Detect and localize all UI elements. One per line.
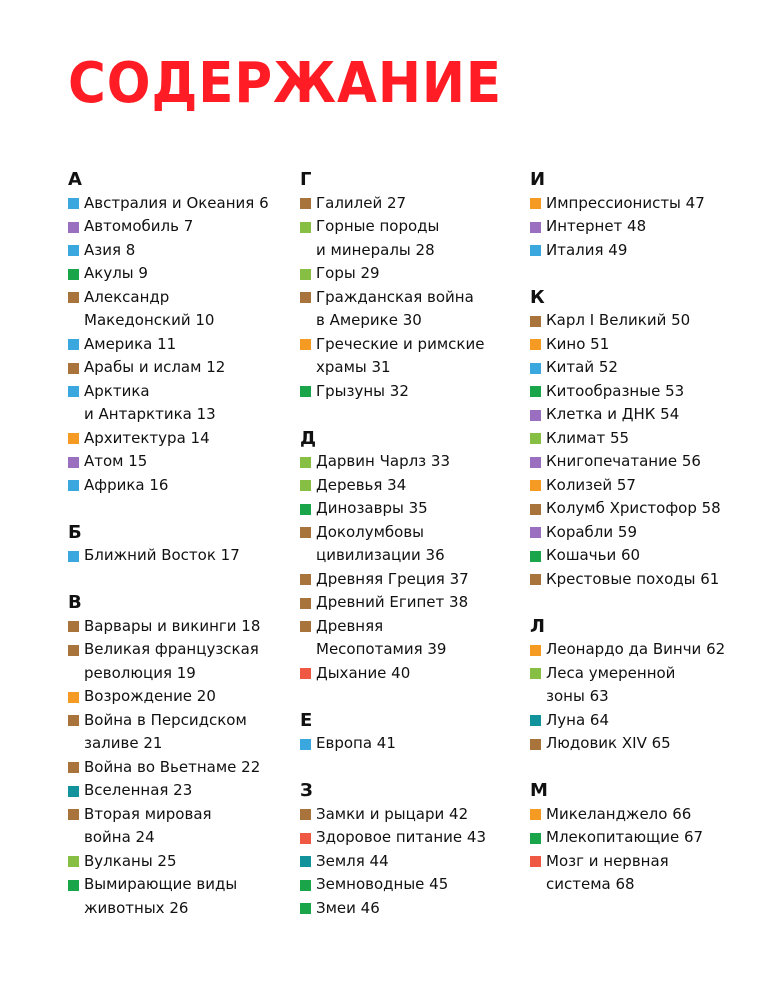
toc-entry[interactable]	[530, 850, 760, 897]
color-marker-icon	[68, 222, 79, 233]
color-marker-icon	[300, 222, 311, 233]
toc-entry[interactable]	[68, 333, 298, 357]
toc-entry-text: Динозавры 35	[316, 499, 428, 517]
color-marker-icon	[300, 621, 311, 632]
toc-entry[interactable]	[530, 732, 760, 756]
toc-entry[interactable]	[530, 215, 760, 239]
toc-entry-text: Война во Вьетнаме 22	[84, 757, 261, 776]
color-marker-icon	[530, 386, 541, 397]
color-marker-icon	[530, 316, 541, 327]
toc-section	[530, 168, 760, 262]
toc-entry-text: Дыхание 40	[316, 663, 411, 682]
color-marker-icon	[68, 339, 79, 350]
toc-entry[interactable]	[300, 380, 530, 404]
toc-entry[interactable]	[300, 450, 530, 474]
toc-entry-text: Горные породы и минералы 28	[316, 217, 440, 259]
toc-entry[interactable]	[68, 427, 298, 451]
toc-entry-text: Автомобиль 7	[84, 217, 194, 235]
toc-entry[interactable]	[68, 873, 298, 920]
toc-entry[interactable]	[68, 356, 298, 380]
toc-entry[interactable]	[530, 239, 760, 263]
toc-entry-text: Галилей 27	[316, 193, 407, 212]
color-marker-icon	[68, 715, 79, 726]
toc-section	[530, 286, 760, 592]
toc-entry[interactable]	[530, 450, 760, 474]
toc-entry[interactable]	[530, 709, 760, 733]
section-letter: З	[300, 780, 313, 801]
section-letter: В	[68, 592, 82, 613]
toc-entry[interactable]	[300, 215, 530, 262]
toc-entry[interactable]	[300, 568, 530, 592]
color-marker-icon	[68, 198, 79, 209]
toc-entry[interactable]	[300, 897, 530, 921]
toc-entry[interactable]	[530, 427, 760, 451]
toc-entry-text: Арктика и Антарктика 13	[84, 381, 216, 423]
toc-entry[interactable]	[68, 850, 298, 874]
color-marker-icon	[68, 245, 79, 256]
toc-entry-text: Людовик XIV 65	[546, 734, 671, 752]
toc-entry[interactable]	[300, 521, 530, 568]
toc-column-3	[530, 168, 760, 897]
toc-entry-text: Арабы и ислам 12	[84, 358, 226, 376]
toc-section	[300, 427, 530, 686]
toc-entry[interactable]	[68, 380, 298, 427]
toc-entry[interactable]	[68, 450, 298, 474]
toc-entry-text: Земноводные 45	[316, 875, 449, 893]
color-marker-icon	[530, 433, 541, 444]
color-marker-icon	[530, 645, 541, 656]
toc-entry-text: Книгопечатание 56	[546, 452, 701, 470]
toc-entry-text: Колизей 57	[546, 475, 636, 494]
toc-entry[interactable]	[530, 497, 760, 521]
color-marker-icon	[530, 245, 541, 256]
color-marker-icon	[68, 269, 79, 280]
toc-entry[interactable]	[68, 474, 298, 498]
toc-entry[interactable]	[300, 192, 530, 216]
toc-entry[interactable]	[300, 474, 530, 498]
color-marker-icon	[530, 833, 541, 844]
section-letter: М	[530, 780, 548, 801]
color-marker-icon	[300, 457, 311, 468]
toc-entry-text: Леса умеренной зоны 63	[546, 663, 676, 705]
toc-entry[interactable]	[530, 333, 760, 357]
toc-section	[300, 709, 530, 756]
toc-entry-text: Интернет 48	[546, 217, 647, 235]
section-letter: Д	[300, 427, 317, 449]
toc-entry-text: Вулканы 25	[84, 851, 177, 870]
toc-entry-text: Атом 15	[84, 452, 148, 470]
color-marker-icon	[530, 457, 541, 468]
toc-entry[interactable]	[530, 662, 760, 709]
color-marker-icon	[68, 856, 79, 867]
toc-entry-text: Вселенная 23	[84, 781, 193, 799]
toc-entry-text: Змеи 46	[316, 898, 380, 917]
color-marker-icon	[530, 739, 541, 750]
toc-entry-text: Колумб Христофор 58	[546, 499, 721, 517]
toc-column-1	[68, 168, 298, 920]
toc-entry[interactable]	[530, 474, 760, 498]
section-letter: И	[530, 169, 546, 190]
toc-entry[interactable]	[530, 403, 760, 427]
color-marker-icon	[300, 739, 311, 750]
color-marker-icon	[530, 410, 541, 421]
section-letter: Б	[68, 521, 82, 543]
toc-entry-text: Здоровое питание 43	[316, 828, 487, 846]
toc-entry[interactable]	[530, 568, 760, 592]
toc-entry-text: Китай 52	[546, 358, 618, 376]
toc-entry-text: Клетка и ДНК 54	[546, 405, 680, 423]
toc-entry-text: Кошачьи 60	[546, 546, 641, 564]
toc-entry[interactable]	[68, 779, 298, 803]
color-marker-icon	[68, 880, 79, 891]
toc-entry[interactable]	[68, 803, 298, 850]
color-marker-icon	[68, 551, 79, 562]
color-marker-icon	[68, 692, 79, 703]
toc-entry[interactable]	[530, 544, 760, 568]
toc-entry[interactable]	[300, 873, 530, 897]
color-marker-icon	[530, 668, 541, 679]
toc-entry-text: Великая французская революция 19	[84, 640, 259, 682]
color-marker-icon	[530, 574, 541, 585]
toc-entry[interactable]	[68, 192, 298, 216]
toc-entry[interactable]	[300, 850, 530, 874]
toc-entry[interactable]	[530, 380, 760, 404]
toc-entry[interactable]	[300, 826, 530, 850]
color-marker-icon	[300, 574, 311, 585]
toc-entry-text: Луна 64	[546, 710, 610, 729]
toc-entry-text: Древний Египет 38	[316, 593, 469, 611]
toc-entry[interactable]	[530, 192, 760, 216]
toc-entry[interactable]	[530, 826, 760, 850]
color-marker-icon	[68, 621, 79, 632]
toc-entry-text: Китообразные 53	[546, 381, 685, 400]
color-marker-icon	[68, 457, 79, 468]
toc-entry-text: Война в Персидском заливе 21	[84, 710, 247, 752]
toc-entry-text: Крестовые походы 61	[546, 569, 720, 588]
toc-section	[530, 779, 760, 897]
toc-entry-text: Млекопитающие 67	[546, 828, 704, 846]
toc-entry-text: Климат 55	[546, 428, 630, 447]
color-marker-icon	[300, 668, 311, 679]
toc-entry[interactable]	[300, 262, 530, 286]
color-marker-icon	[530, 504, 541, 515]
color-marker-icon	[68, 645, 79, 656]
toc-entry-text: Италия 49	[546, 240, 628, 259]
toc-entry-text: Акулы 9	[84, 264, 148, 282]
color-marker-icon	[300, 292, 311, 303]
section-letter: А	[68, 169, 82, 190]
toc-entry-text: Корабли 59	[546, 522, 637, 541]
toc-entry-text: Карл I Великий 50	[546, 311, 691, 329]
toc-entry[interactable]	[68, 239, 298, 263]
toc-entry-text: Возрождение 20	[84, 687, 216, 705]
toc-section	[530, 615, 760, 756]
color-marker-icon	[300, 880, 311, 891]
toc-entry-text: Вымирающие виды животных 26	[84, 875, 238, 917]
color-marker-icon	[68, 809, 79, 820]
toc-entry-text: Азия 8	[84, 240, 136, 259]
section-letter: К	[530, 286, 545, 308]
toc-entry-text: Кино 51	[546, 334, 610, 353]
toc-entry[interactable]	[68, 756, 298, 780]
toc-section	[68, 168, 298, 497]
toc-entry-text: Дарвин Чарлз 33	[316, 452, 451, 470]
page-title: СОДЕРЖАНИЕ	[68, 51, 503, 116]
toc-section	[68, 591, 298, 920]
toc-entry-text: Вторая мировая война 24	[84, 804, 212, 846]
color-marker-icon	[68, 386, 79, 397]
color-marker-icon	[530, 527, 541, 538]
color-marker-icon	[530, 198, 541, 209]
toc-entry-text: Древняя Месопотамия 39	[316, 616, 447, 658]
toc-entry[interactable]	[68, 262, 298, 286]
toc-entry[interactable]	[300, 662, 530, 686]
toc-entry-text: Деревья 34	[316, 475, 407, 494]
color-marker-icon	[300, 527, 311, 538]
toc-entry[interactable]	[68, 638, 298, 685]
color-marker-icon	[530, 551, 541, 562]
toc-entry-text: Австралия и Океания 6	[84, 193, 269, 212]
color-marker-icon	[300, 856, 311, 867]
section-letter: Е	[300, 709, 313, 731]
color-marker-icon	[530, 809, 541, 820]
color-marker-icon	[300, 339, 311, 350]
color-marker-icon	[68, 480, 79, 491]
toc-entry[interactable]	[300, 286, 530, 333]
color-marker-icon	[530, 715, 541, 726]
toc-entry-text: Леонардо да Винчи 62	[546, 640, 726, 658]
color-marker-icon	[68, 433, 79, 444]
color-marker-icon	[530, 222, 541, 233]
color-marker-icon	[300, 833, 311, 844]
toc-entry-text: Африка 16	[84, 475, 169, 494]
toc-entry[interactable]	[530, 638, 760, 662]
color-marker-icon	[300, 809, 311, 820]
toc-entry[interactable]	[68, 615, 298, 639]
toc-entry[interactable]	[68, 685, 298, 709]
toc-entry[interactable]	[68, 215, 298, 239]
color-marker-icon	[300, 504, 311, 515]
toc-entry[interactable]	[68, 709, 298, 756]
toc-entry-text: Земля 44	[316, 851, 389, 870]
color-marker-icon	[68, 762, 79, 773]
color-marker-icon	[300, 903, 311, 914]
toc-entry-text: Гражданская война в Америке 30	[316, 287, 474, 329]
toc-entry[interactable]	[68, 286, 298, 333]
toc-entry-text: Америка 11	[84, 334, 177, 353]
toc-entry[interactable]	[300, 803, 530, 827]
toc-section	[68, 521, 298, 568]
color-marker-icon	[530, 339, 541, 350]
toc-entry-text: Грызуны 32	[316, 381, 409, 400]
toc-entry[interactable]	[300, 333, 530, 380]
toc-entry-text: Мозг и нервная система 68	[546, 851, 669, 893]
color-marker-icon	[300, 269, 311, 280]
color-marker-icon	[68, 786, 79, 797]
toc-entry-text: Импрессионисты 47	[546, 193, 705, 212]
color-marker-icon	[300, 386, 311, 397]
color-marker-icon	[530, 480, 541, 491]
toc-entry-text: Варвары и викинги 18	[84, 616, 261, 635]
toc-entry[interactable]	[530, 309, 760, 333]
toc-entry-text: Греческие и римские храмы 31	[316, 334, 485, 376]
toc-entry[interactable]	[300, 497, 530, 521]
color-marker-icon	[68, 363, 79, 374]
toc-entry[interactable]	[300, 615, 530, 662]
toc-entry[interactable]	[530, 356, 760, 380]
toc-section	[300, 168, 530, 403]
section-letter: Г	[300, 169, 312, 190]
toc-entry-text: Горы 29	[316, 264, 380, 282]
toc-section	[300, 779, 530, 920]
toc-entry-text: Европа 41	[316, 734, 396, 752]
toc-entry[interactable]	[530, 521, 760, 545]
color-marker-icon	[530, 363, 541, 374]
section-letter: Л	[530, 615, 545, 637]
toc-entry-text: Ближний Восток 17	[84, 546, 240, 564]
color-marker-icon	[300, 480, 311, 491]
toc-entry[interactable]	[300, 591, 530, 615]
toc-entry-text: Древняя Греция 37	[316, 569, 469, 588]
toc-entry[interactable]	[68, 544, 298, 568]
toc-column-2	[300, 168, 530, 920]
color-marker-icon	[68, 292, 79, 303]
toc-entry-text: Микеланджело 66	[546, 804, 692, 823]
toc-entry-text: Александр Македонский 10	[84, 287, 215, 329]
toc-entry[interactable]	[300, 732, 530, 756]
color-marker-icon	[300, 598, 311, 609]
toc-entry-text: Доколумбовы цивилизации 36	[316, 522, 445, 564]
color-marker-icon	[300, 198, 311, 209]
toc-entry[interactable]	[530, 803, 760, 827]
toc-entry-text: Замки и рыцари 42	[316, 804, 469, 823]
color-marker-icon	[530, 856, 541, 867]
toc-entry-text: Архитектура 14	[84, 428, 210, 447]
